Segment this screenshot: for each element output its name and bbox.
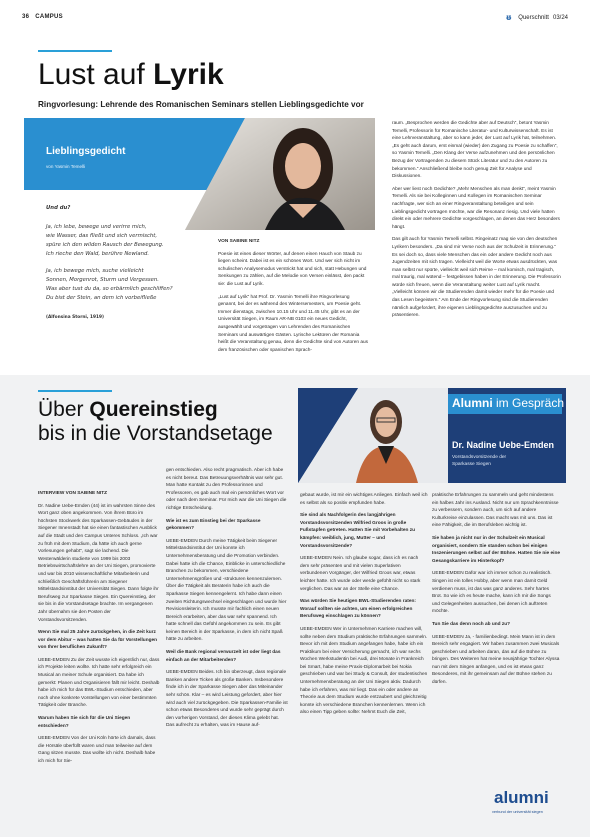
- answer: UEBE-EMDEN Durch meine Tätigkeit beim Siegener Mittelstandsinstitut der Uni konnte ich Unternehmensberatung und die Promotion verbinden. Dabei hatte ich die Chance, Einblicke in unterschiedliche Branchen zu bekommen, verschiedene Unternehmensgrößen und -strukturen kennenzulernen. Über die Tätigkeit als Beraterin habe ich auch die Sparkasse Siegen kennengelernt. Ich habe dann einen zweiten Richtungswechsel eingeschlagen und wurde hier Revisionsleiterin. Ich musste mir fachlich einen neuen Bereich erarbeiten, aber das war sehr spannend. Ich hatte schnell das Gefühl angekommen zu sein. Es gibt keinen Bereich in der Sparkasse, in dem ich nicht Spaß hätte zu arbeiten.: [166, 538, 287, 643]
- poem-box-author: von Yasmin Temelli: [46, 164, 86, 169]
- article-title: Lust auf Lyrik: [38, 58, 224, 91]
- answer: gebaut wurde, ist mir ein wichtiges Anliegen. Einfach weil ich es selbst als so positiv empfunden habe.: [300, 493, 428, 506]
- poem-line: Ja, ich lebe, bewege und verirre mich,: [46, 224, 147, 230]
- page-number: 36: [22, 14, 30, 20]
- answer: UEBE-EMDEN Dafür war ich immer schon zu realistisch. Singen ist ein tolles Hobby, aber wenn man damit Geld verdienen muss, ist das was ganz anderes. Sehr hartes Brot. So wie ich es heute mache, kann ich mir die Songs und Gelegenheiten aussuchen, bei denen ich auftreten möchte.: [432, 571, 552, 615]
- paragraph: „Lust auf Lyrik“ hat Prof. Dr. Yasmin Temelli ihre Ringvorlesung genannt, bei der es während des Wintersemesters, um Poesie geht. Immer dienstags, zwischen 10.15 Uhr und 11.45 Uhr, gibt es an der Universität Siegen, im Raum AR-NB 0103 ein neues Gedicht, ausgewählt und vorgetragen von Lehrenden des Romanischen Seminars und auswärtigen Gästen. Lyrische Lektüren der Romania heißt die Veranstaltung genau, denn die Gedichte sind von Autoren aus dem französischen oder spanischen Sprach-: [218, 294, 368, 353]
- section-label: CAMPUS: [35, 14, 63, 20]
- page-number-section: [22, 14, 63, 20]
- page-header: [22, 14, 568, 26]
- poem-line: Was aber tust du da, so erbärmlich geschliffen?: [46, 286, 173, 292]
- question: Wie ist es zum Einstieg bei der Sparkasse gekommen?: [166, 518, 261, 532]
- answer: UEBE-EMDEN Von der Uni Köln hörte ich damals, dass die Hörsäle überfüllt waren und man teilweise auf dem Gang sitzen musste. Das wollte ich nicht. Deshalb habe ich mich für Sie-: [38, 736, 156, 764]
- question: Sie haben ja nicht nur in der Schulzeit ein Musical organisiert, sondern Sie standen schon bei einigen Inszenierungen selbst auf der Bühne. Hatten Sie nie eine Gesangskarriere im Hinterkopf?: [432, 535, 561, 564]
- alumni-logo: [490, 788, 570, 828]
- answer: UEBE-EMDEN Beides. Ich bin überzeugt, dass regionale Banken andere Ticken als große Banken. Insbesondere finde ich in der Sparkasse Siegen aber das Miteinander sehr schön. Klar – es wird Leistung gefordert, aber hier wird auch viel zurückgegeben. Die Sparkassen-Familie ist schon etwas Besonderes und wurde sehr geprägt durch den vorherigen Vorstand, der dieses Klima gelebt hat. Das aufrecht zu erhalten, was im Hause auf-: [166, 670, 288, 729]
- question: Warum haben Sie sich für die Uni Siegen entschieden?: [38, 716, 131, 729]
- paragraph: raum. „Besprochen werden die Gedichte aber auf Deutsch“, betont Yasmin Temelli, Professorin für Romanische Literatur- und Kulturwissenschaft. Es ist eine Lehrveranstaltung, aber so kann jeder, der Lust auf Lyrik hat, teilnehmen. „Es geht auch darum, erst einmal (wieder) den Zugang zu Poesie zu schaffen“, so Yasmin Temelli. „Den Klang der Verse aufzunehmen und den persönlichen Bezug der Vortragenden zu diesem Stück Literatur und zu den Autoren zu bekommen.“ Anschließend bleibe noch genug Zeit für Analyse und Diskussionen.: [392, 121, 558, 180]
- interview-column-3: [300, 492, 428, 722]
- byline: VON SABINE NITZ: [218, 239, 260, 244]
- poem-stanza-1: [28, 223, 196, 259]
- poem-block: [28, 190, 196, 360]
- answer: UEBE-EMDEN Nein. Ich glaube sogar, dass ich es nach dem sehr präsenten und mit vielen Superlativen verbundenen Vorgänger, der Wilfried Groos war, etwas leichter hatte. Ich wurde oder werde gefühlt nicht so stark verglichen. Das war an der Stelle eine Chance.: [300, 556, 421, 592]
- interview-column-2: [166, 467, 288, 735]
- question: Was würden Sie heutigen BWL-Studierenden raten: Worauf sollten sie achten, um einen erfolgreichen Berufsweg einschlagen zu können?: [300, 599, 416, 620]
- poem-line: Ich rieche den Wald, berühre Newland.: [46, 251, 149, 257]
- answer: UEBE-EMDEN Zu der Zeit wusste ich eigentlich nur, dass ich Projekte leiten wollte. Ich hatte sehr erfolgreich ein Musical an meiner Schule organisiert. Da habe ich gemerkt: Planen und Organisieren fällt mir leicht. Deshalb habe ich mich für das BWL-Studium entschieden, aber noch ohne konkrete Vorstellungen von einer bestimmten Tätigkeit oder Branche.: [38, 657, 160, 709]
- paragraph: Dr. Nadine Uebe-Emden (44) ist im wahrsten Sinne des Wort ganz oben angekommen. Von ihrem Büro im höchsten Stockwerk des Sparkassen-Gebäudes in der Siegener Innenstadt hat sie einen fantastischen Ausblick auf die Stadt und den Campus Unteres Schloss. „Ich war zu früh mit dem Studium, da hätte ich auch gerne Vorlesungen gehabt“, sagt sie lachend. Die Westerwälderin studierte von 1999 bis 2003 Betriebswirtschaftslehre an der Uni Siegen, promovierte und war bis 2010 wissenschaftliche Mitarbeiterin und schließlich Geschäftsführerin am Siegener Mittelstandsinstitut der Universität Siegen. Dann folgte ihr Berufsweg zur Sparkasse Siegen. Ein Quereinstieg, der sie bis in die Vorstandsetage brachte. Im vergangenen Jahr übernahm sie den Posten der Vorstandsvorsitzenden.: [38, 503, 159, 623]
- answer: UEBE-EMDEN Wer in Unternehmen Karriere machen will, sollte neben dem Studium praktische Erfahrungen sammeln. Bevor ich mit dem Studium angefangen habe, habe ich ein Praktikum bei einer Versicherung gemacht, ich war sechs Wochen Werkstudentin bei Audi, drei Monate in Frankreich bei Smart, habe meine Praxis-Diplomarbeit bei Nokia geschrieben und war bei Study & Consult, der studentischen Unternehmensberatung an der Uni Siegen aktiv. Dadurch habe ich erfahren, was mir liegt. Das ein oder andere an Theorie aus dem Studium wurde entzaubert und gleichzeitig konnte ich verschiedene Branchen kennenlernen. Wenn ich also einen Tipp geben sollte: Nehmt Euch die Zeit,: [300, 626, 428, 716]
- article-subtitle: Ringvorlesung: Lehrende des Romanischen Seminars stellen Lieblingsgedichte vor: [38, 100, 364, 109]
- poem-line: wie Wasser, das fließt und sich vermischt,: [46, 233, 158, 239]
- paragraph: Das gilt auch für Yasmin Temelli selbst. Ringeinatz mag sie von den deutschen Lyrikern besonders. „Da sind mir Verse noch aus der Schulzeit in Erinnerung.“ Es sei doch so, dass viele Menschen das ein oder andere Gedicht noch aus Jugendzeiten mit sich tragen. Vielleicht weil die Worte etwas ausdrückten, was man selbst nur spürte, vielleicht weil sich Reime – mal komisch, mal tragisch, mal traurig, mal wütend – festgebissen haben in der Erinnerung. Die Professorin würde sich freuen, wenn die Veranstaltung weiter Lust auf Lyrik macht. „Vielleicht können wir die Studierenden damit wieder mehr für die Poesie und das Lesen begeistern.“ Am Ende der Ringvorlesung sind die Studierenden nämlich aufgefordert, ihre eigenen Lieblingsgedichte auszusuchen und zu präsentieren.: [392, 237, 561, 319]
- paragraph: INTERVIEW VON SABINE NITZ: [38, 491, 108, 496]
- alumni-logo-word: alumni: [494, 788, 549, 807]
- question: Weil die Bank regional verwurzelt ist oder liegt das einfach an der Mitarbeitenden?: [166, 650, 281, 663]
- question: Tun Sie das denn noch ab und zu?: [432, 621, 511, 627]
- title-rule: [38, 390, 112, 392]
- answer: praktische Erfahrungen zu sammeln und geht mindestens ein halbes Jahr ins Ausland. Nicht nur um Sprachkenntnisse zu verbessern, sondern auch, um sich auf andere Kulturkreise einzulassen. Das macht was mit uns. Das ist eine Fähigkeit, die im Berufsleben wichtig ist.: [432, 493, 559, 529]
- magazine-name: Querschnitt: [518, 15, 549, 21]
- university-logo-icon: ᵿ: [506, 13, 512, 22]
- poem-heading: Und du?: [46, 205, 71, 211]
- poem-line: spüre ich den wilden Rausch der Bewegung.: [46, 242, 164, 248]
- poem-line: Ja, ich bewege mich, suche vielleicht: [46, 268, 144, 274]
- alumni-interview-banner: [298, 388, 566, 483]
- poem-box-title: Lieblingsgedicht: [46, 146, 126, 157]
- title-rule: [38, 50, 112, 52]
- alumni-logo-subtitle: verbund der universität siegen: [492, 810, 543, 814]
- poem-line: Du bist der Stein, an dem ich vorbeifließe: [46, 295, 157, 301]
- portrait-photo-temelli: [185, 118, 375, 230]
- poem-stanza-2: [28, 267, 196, 303]
- interview-column-1: [38, 490, 160, 771]
- answer: UEBE-EMDEN Ja, - familienbedingt. Mein Mann ist in dem Bereich sehr engagiert. Wir haben zusammen zwei Musicals geschrieben und arbeiten daran, das auf die Bühne zu bringen. Des Weiteren hat meine neunjährige Tochter Alyssa nun mit dem Singen anfangen, und es ist etwas ganz Besonderes, mit ihr gemeinsam auf der Bühne stehen zu dürfen.: [432, 634, 560, 686]
- article1-column-2: [392, 120, 562, 325]
- interview-column-4: [432, 492, 560, 692]
- paragraph: Poesie ist eines dieser Wörter, auf denen einen Hauch von Staub zu liegen scheint. Dabei ist es ein schönes Wort. Und wer sich nicht im schulischen Analysemodus verstrickt hat und sich, statt Hebungen und Senkungen zu zählen, auf die Melodie von Versen einlässt, den packt sie: die Lust auf Lyrik.: [218, 251, 367, 287]
- magazine-label: [506, 14, 568, 22]
- alumni-label: Alumni im Gespräch: [452, 396, 565, 410]
- interview-title: Über Quereinstieg bis in die Vorstandsetage: [38, 398, 273, 445]
- question: Wenn Sie mal 25 Jahre zurückgehen, in die Zeit kurz vor dem Abitur – was hatten Sie da für Vorstellungen von Ihrer beruflichen Zukunft?: [38, 630, 158, 651]
- question: Sie sind als Nachfolgerin des langjährigen Vorstandsvorsitzenden Wilfried Groos in große Fußstapfen getreten. Hatten Sie mit Vorbehalten zu kämpfen: weiblich, jung, Mutter – und Vorstandsvorsitzende?: [300, 513, 415, 549]
- interviewee-role: Vorstandsvorsitzende der Sparkasse Siegen: [452, 455, 507, 467]
- poem-citation: (Alfonsina Storni, 1919): [46, 315, 104, 320]
- paragraph: Aber wer liest noch Gedichte? „Mehr Menschen als man denkt“, meint Yasmin Temelli. Als sie bei Kolleginnen und Kollegen im Romanischen Seminar nachfragte, wer sich an einer Ringveranstaltung beteiligen und sein Lieblingsgedicht vortragen möchte, war die Resonanz riesig. Und viele hatten direkt ein oder mehrere Gedichte vorgeschlagen, an denen das Herz besonders hängt.: [392, 186, 560, 230]
- poem-line: Sonnen, Morgenrot, Sturm und Vergessen.: [46, 277, 159, 283]
- article1-column-1: [218, 238, 368, 359]
- issue-number: 03/24: [552, 15, 568, 21]
- answer: gen entschieden. Also recht pragmatisch. Aber ich habe es nicht bereut. Das Betreuungsverhältnis war sehr gut. Man hatte Kontakt zu den Professorinnen und Professoren, es gab auch mal ein persönliches Wort vor oder nach dem Seminar. Für mich war die Uni Siegen die richtige Entscheidung.: [166, 468, 287, 511]
- interviewee-name: Dr. Nadine Uebe-Emden: [452, 440, 555, 450]
